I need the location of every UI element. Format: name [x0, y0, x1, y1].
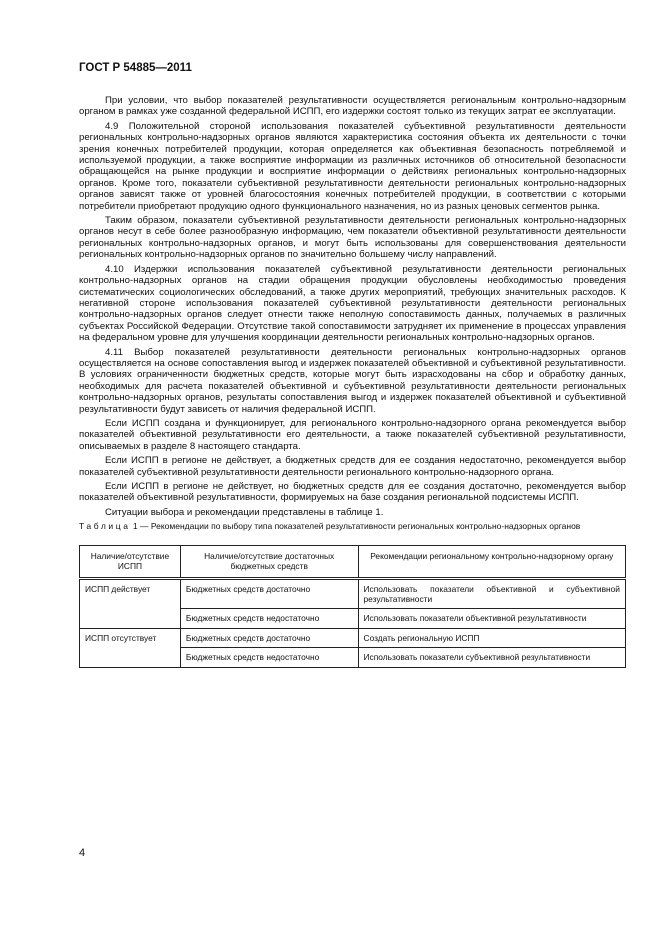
table-cell-budget: Бюджетных средств недостаточно — [180, 609, 358, 628]
table-caption — [79, 521, 626, 532]
table-header-cell: Наличие/отсутствие достаточных бюджетных средств — [180, 545, 358, 578]
body-text — [79, 95, 626, 668]
document-header: ГОСТ Р 54885—2011 — [79, 62, 192, 74]
paragraph: Если ИСПП в регионе не действует, а бюджетных средств для ее создания недостаточно, рекомендуется выбор показателей субъективной результативности деятельности регионального контрольно-надзорного органа. — [79, 455, 626, 478]
table-cell-budget: Бюджетных средств достаточно — [180, 628, 358, 647]
page-number: 4 — [79, 847, 86, 859]
table-cell-ispp: ИСПП действует — [80, 578, 181, 628]
paragraph: Если ИСПП создана и функционирует, для регионального контрольно-надзорного органа рекомендуется выбор показателей объективной результативности его деятельности, а также показателей субъективной результативности, описываемых в разделе 8 настоящего стандарта. — [79, 417, 626, 452]
table-caption-text: 1 — Рекомендации по выбору типа показателей результативности региональных контрольно-надзорных органов — [130, 521, 581, 532]
table-cell-ispp: ИСПП отсутствует — [80, 628, 181, 667]
paragraph: 4.11 Выбор показателей результативности деятельности региональных контрольно-надзорных органов осуществляется на основе сопоставления выгод и издержек показателей объективной и субъективной результативности. В условиях ограниченности бюджетных средств, которые могут быть израсходованы на сбор и обработку данных, необходимых для расчета показателей объективной и субъективной результативности деятельности региональных контрольно-надзорных органов, результаты сопоставления выгод и издержек показателей объективной и субъективной результативности будут зависеть от наличия федеральной ИСПП. — [79, 346, 626, 415]
table-header-cell: Рекомендации региональному контрольно-надзорному органу — [358, 545, 625, 578]
paragraph: Ситуации выбора и рекомендации представлены в таблице 1. — [105, 506, 384, 518]
paragraph: 4.10 Издержки использования показателей субъективной результативности деятельности региональных контрольно-надзорных органов на стадии обращения продукции обусловлены необходимостью проведения систематических социологических обследований, а также других мероприятий, требующих значительных расходов. К негативной стороне использования показателей субъективной результативности деятельности региональных контрольно-надзорных органов следует отнести также неполную сопоставимость данных, получаемых в различных субъектах Российской Федерации. Отсутствие такой сопоставимости затрудняет их применение в процессах управления на федеральном уровне для улучшения координации деятельности региональных контрольно-надзорных органов. — [79, 263, 626, 344]
table-header-row — [80, 545, 626, 578]
table-header-cell: Наличие/отсутствие ИСПП — [80, 545, 181, 578]
table-caption-label: Таблица — [79, 521, 131, 532]
table-cell-recommendation: Использовать показатели объективной результативности — [358, 609, 625, 628]
paragraph: 4.9 Положительной стороной использования показателей субъективной результативности деятельности региональных контрольно-надзорных органов являются характеристика состояния объекта их деятельности с точки зрения конечных потребителей продукции, которая определяется как объективная безопасность потребляемой и используемой продукции, а также восприятие информации из различных источников об относительной безопасности обращающейся на рынке продукции и восприятие информации о действиях региональных контрольно-надзорных органов. Кроме того, показатели субъективной результативности деятельности региональных контрольно-надзорных органов зависят также от уровней благосостояния конечных потребителей продукции, в соответствии с которыми потребители приобретают продукцию одного функционального назначения, но из разных ценовых сегментов рынка. — [79, 120, 626, 212]
paragraph: Таким образом, показатели субъективной результативности деятельности региональных контрольно-надзорных органов несут в себе более разнообразную информацию, чем показатели объективной результативности деятельности региональных контрольно-надзорных органов, и могут быть использованы для совершенствования деятельности региональных контрольно-надзорных органов по значительно большему числу направлений. — [79, 215, 626, 261]
table-cell-recommendation: Создать региональную ИСПП — [358, 628, 625, 647]
table-row — [80, 628, 626, 647]
table-cell-recommendation: Использовать показатели субъективной результативности — [358, 648, 625, 667]
table-cell-budget: Бюджетных средств достаточно — [180, 578, 358, 609]
recommendations-table — [79, 545, 626, 668]
paragraph: Если ИСПП в регионе не действует, но бюджетных средств для ее создания достаточно, рекомендуется выбор показателей объективной результативности, формируемых на базе создания региональной подсистемы ИСПП. — [79, 481, 626, 504]
paragraph: При условии, что выбор показателей результативности осуществляется региональным контрольно-надзорным органом в рамках уже созданной федеральной ИСПП, его издержки состоят только из текущих затрат ее эксплуатации. — [79, 95, 626, 118]
table-row — [80, 578, 626, 609]
table-cell-recommendation: Использовать показатели объективной и субъективной результативности — [358, 578, 625, 609]
table-cell-budget: Бюджетных средств недостаточно — [180, 648, 358, 667]
